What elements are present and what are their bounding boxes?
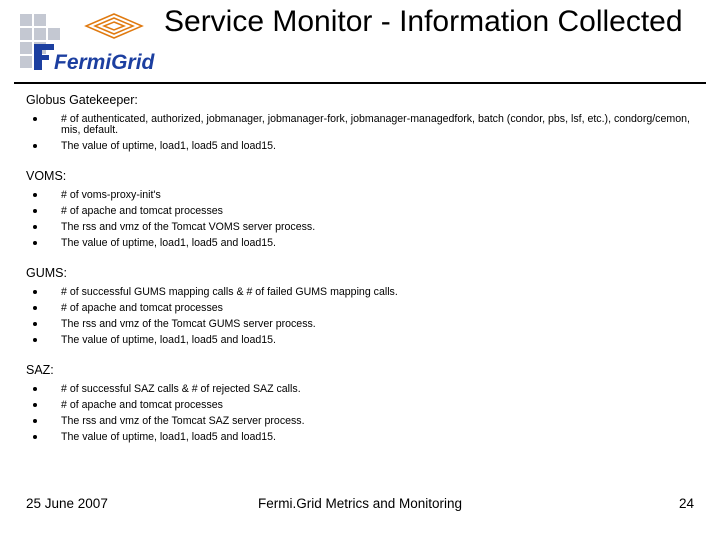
bullet-list [26, 284, 706, 348]
section-saz [26, 362, 706, 445]
list-item: # of successful SAZ calls & # of rejected SAZ calls. [26, 381, 701, 397]
bullet-list [26, 381, 706, 445]
section-voms [26, 168, 706, 251]
list-item: The rss and vmz of the Tomcat VOMS server process. [26, 219, 701, 235]
bullet-icon [33, 419, 37, 423]
bullet-icon [33, 435, 37, 439]
section-heading: SAZ: [26, 363, 54, 377]
bullet-icon [33, 403, 37, 407]
section-gums [26, 265, 706, 348]
fermigrid-logo [14, 8, 164, 76]
page-title: Service Monitor - Information Collected [164, 5, 683, 38]
page-number: 24 [678, 496, 694, 511]
bullet-icon [33, 322, 37, 326]
title-divider [14, 82, 706, 84]
logo-f-icon [34, 44, 54, 70]
section-heading: VOMS: [26, 169, 67, 183]
list-item: # of apache and tomcat processes [26, 397, 701, 413]
bullet-icon [33, 193, 37, 197]
list-item: The value of uptime, load1, load5 and load15. [26, 332, 701, 348]
logo-text: FermiGrid [54, 51, 155, 74]
bullet-icon [33, 209, 37, 213]
list-item: # of apache and tomcat processes [26, 300, 701, 316]
list-item: # of apache and tomcat processes [26, 203, 701, 219]
footer-date: 25 June 2007 [26, 496, 108, 511]
list-item: The rss and vmz of the Tomcat GUMS server process. [26, 316, 701, 332]
bullet-icon [33, 306, 37, 310]
list-item: The rss and vmz of the Tomcat SAZ server process. [26, 413, 701, 429]
bullet-icon [33, 225, 37, 229]
section-heading: Globus Gatekeeper: [26, 93, 138, 107]
bullet-icon [33, 144, 37, 148]
bullet-list [26, 111, 706, 154]
section-globus-gatekeeper [26, 92, 706, 154]
content-body [26, 92, 706, 459]
logo-grid-icon [86, 14, 142, 38]
bullet-icon [33, 387, 37, 391]
list-item: # of authenticated, authorized, jobmanager, jobmanager-fork, jobmanager-managedfork, batch (condor, pbs, lsf, etc.), condorg/cemon, mis, default. [26, 111, 701, 138]
bullet-icon [33, 290, 37, 294]
bullet-icon [33, 241, 37, 245]
bullet-icon [33, 117, 37, 121]
bullet-list [26, 187, 706, 251]
list-item: # of successful GUMS mapping calls & # of failed GUMS mapping calls. [26, 284, 701, 300]
list-item: The value of uptime, load1, load5 and load15. [26, 138, 701, 154]
footer-title: Fermi.Grid Metrics and Monitoring [257, 496, 463, 511]
section-heading: GUMS: [26, 266, 67, 280]
list-item: # of voms-proxy-init's [26, 187, 701, 203]
list-item: The value of uptime, load1, load5 and load15. [26, 235, 701, 251]
bullet-icon [33, 338, 37, 342]
list-item: The value of uptime, load1, load5 and load15. [26, 429, 701, 445]
